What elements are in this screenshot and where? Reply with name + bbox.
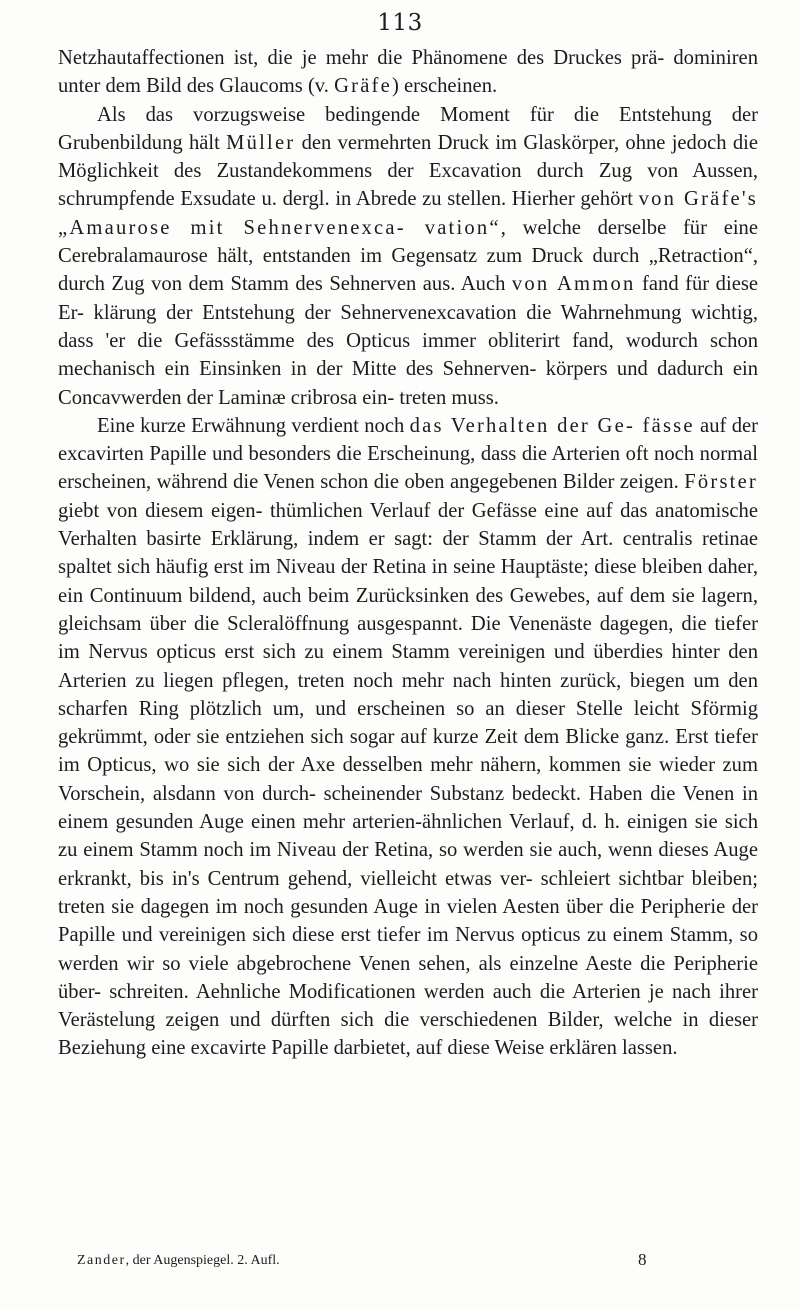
text-segment: den vermehrten Druck im Glaskörper, ohne jedoch die Möglichkeit des Zustandekommens der Excavation durch Zug von Aussen, schrumpfende Exsudate u. dergl. in Abrede zu stellen. Hierher gehört [58, 131, 759, 211]
text-segment: fand für diese Er- klärung der Entstehung der Sehnervenexcavation die Wahrnehmung wichtig, dass 'er die Gefässstämme des Opticus immer obliterirt fand, wodurch schon mechanisch ein Einsinken in der Mitte des Sehnerven- körpers und dadurch ein Concavwerden der Laminæ cribrosa ein- treten muss. [58, 273, 758, 409]
author-name: Förster [684, 471, 758, 494]
author-name: Müller [226, 131, 296, 154]
text-segment: Netzhautaffectionen ist, die je mehr die Phänomene des Druckes prä- dominiren unter dem Bild des Glaucoms (v. [58, 47, 758, 98]
paragraph [58, 101, 758, 412]
page-number: 113 [377, 10, 423, 36]
emphasized-phrase: das Verhalten der Ge- fässe [409, 414, 695, 437]
emphasized-title: von Gräfe's „Amaurose mit Sehnervenexca- vation“ [58, 188, 758, 239]
author-name: von Ammon [511, 273, 636, 296]
text-segment: auf der excavirten Papille und besonders die Erscheinung, dass die Arterien oft noch normal erscheinen, während die Venen schon die oben angegebenen Bilder zeigen. [58, 414, 758, 494]
paragraph [58, 44, 758, 101]
text-segment: Als das vorzugsweise bedingende Moment für die Entstehung der Grubenbildung hält [58, 103, 758, 154]
footer-book-title: , der Augenspiegel. 2. Aufl. [125, 1253, 280, 1268]
text-segment: Eine kurze Erwähnung verdient noch [97, 414, 410, 437]
signature-mark: 8 [638, 1250, 647, 1269]
body-text [58, 44, 758, 1063]
paragraph [58, 412, 758, 1063]
footer-author: Zander [77, 1253, 126, 1268]
text-segment: ) erscheinen. [391, 75, 498, 98]
text-segment: giebt von diesem eigen- thümlichen Verlauf der Gefässe eine auf das anatomische Verhalten basirte Erklärung, indem er sagt: der Stamm der Art. centralis retinae spaltet sich häufig erst im Niveau der Retina in seine Hauptäste; diese bleiben daher, ein Continuum bildend, auch beim Zurücksinken des Gewebes, auf dem sie lagern, gleichsam über die Scleralöffnung ausgespannt. Die Venenäste dagegen, die tiefer im Nervus opticus erst sich zu einem Stamm vereinigen und überdies hinter den Arterien zu liegen pflegen, treten noch mehr nach hinten zurück, biegen um den scharfen Ring plötzlich um, und erscheinen so an dieser Stelle leicht Sförmig gekrümmt, oder sie entziehen sich sogar auf kurze Zeit dem Blicke ganz. Erst tiefer im Opticus, wo sie sich der Axe desselben mehr nähern, kommen sie wieder zum Vorschein, alsdann von durch- scheinender Substanz bedeckt. Haben die Venen in einem gesunden Auge einen mehr arterien-ähnlichen Verlauf, d. h. einigen sie sich zu einem Stamm noch im Niveau der Retina, so werden sie auch, wenn dieses Auge erkrankt, bis in's Centrum gehend, vielleicht etwas ver- schleiert sichtbar bleiben; treten sie dagegen im noch gesunden Auge in vielen Aesten über die Peripherie der Papille und vereinigen sich diese erst tiefer im Nervus opticus zu einem Stamm, so werden wir so viele abgebrochene Venen sehen, als einzelne Aeste die Peripherie über- schreiten. Aehnliche Modificationen werden auch die Arterien je nach ihrer Verästelung zeigen und dürften sich die verschiedenen Bilder, welche in dieser Beziehung eine excavirte Papille darbietet, auf diese Weise erklären lassen. [58, 499, 758, 1060]
author-name: Gräfe [334, 75, 392, 98]
footer-signature [77, 1252, 280, 1270]
text-segment: , welche derselbe für eine Cerebralamaurose hält, entstanden im Gegensatz zum Druck durch „Retraction“, durch Zug von dem Stamm des Sehnerven aus. Auch [58, 216, 758, 296]
